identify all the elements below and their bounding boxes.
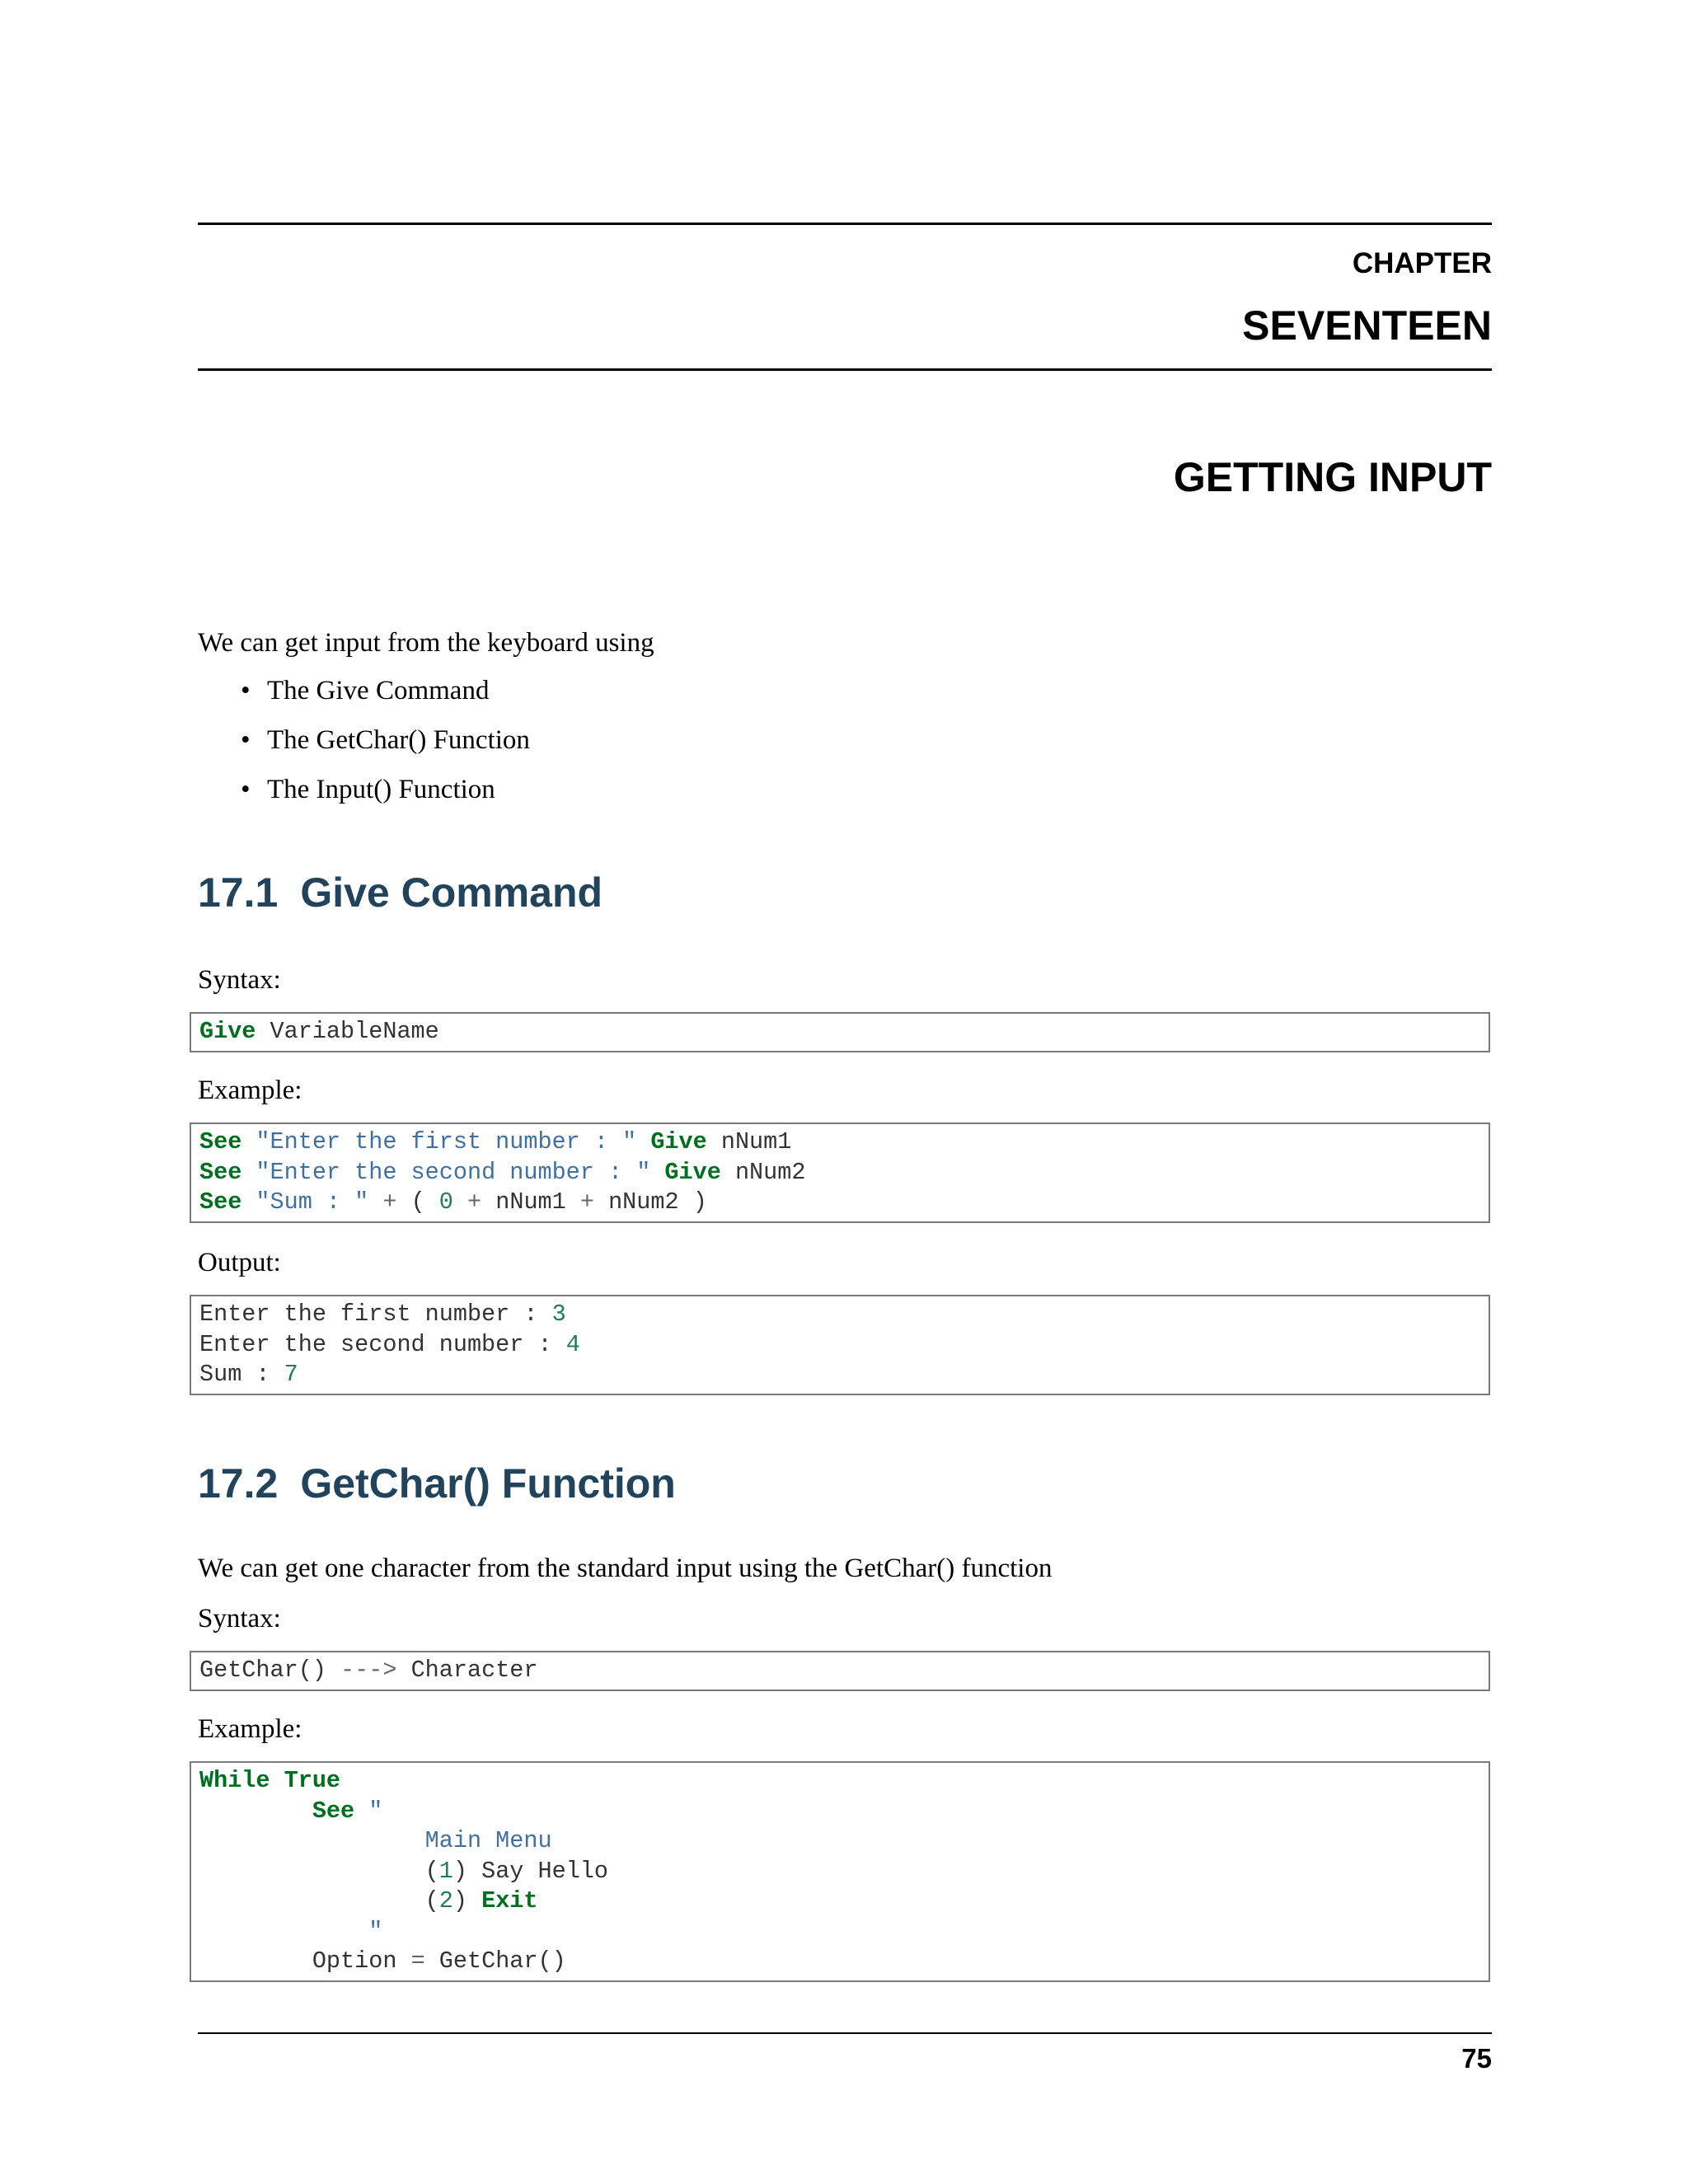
output-code-block: Enter the first number : 3 Enter the second number : 4 Sum : 7 bbox=[190, 1295, 1490, 1395]
section-title: Give Command bbox=[300, 869, 603, 916]
section-number: 17.2 bbox=[198, 1460, 279, 1507]
chapter-title: GETTING INPUT bbox=[1173, 454, 1492, 500]
bullet-icon: • bbox=[241, 725, 251, 755]
example-code-block: See "Enter the first number : " Give nNum1 See "Enter the second number : " Give nNum2 See "Sum : " + ( 0 + nNum1 + nNum2 ) bbox=[190, 1122, 1490, 1223]
getchar-example-code-block: While True See " Main Menu (1) Say Hello (2) Exit " Option = GetChar() bbox=[190, 1761, 1490, 1982]
footer-rule bbox=[198, 2032, 1492, 2034]
top-rule bbox=[198, 223, 1492, 225]
section-heading-give-command bbox=[198, 869, 603, 916]
example-label: Example: bbox=[198, 1076, 302, 1105]
section-title: GetChar() Function bbox=[300, 1460, 676, 1507]
page-number: 75 bbox=[1461, 2043, 1492, 2074]
getchar-description: We can get one character from the standard input using the GetChar() function bbox=[198, 1554, 1053, 1583]
chapter-number: SEVENTEEN bbox=[1242, 302, 1492, 349]
syntax-label: Syntax: bbox=[198, 965, 281, 995]
intro-bullet-list bbox=[198, 674, 530, 823]
list-item: • The Give Command bbox=[241, 676, 490, 705]
section-heading-getchar-function bbox=[198, 1460, 676, 1507]
syntax-code-block: Give VariableName bbox=[190, 1012, 1490, 1052]
chapter-rule bbox=[198, 368, 1492, 371]
getchar-syntax-code-block: GetChar() ---> Character bbox=[190, 1651, 1490, 1691]
chapter-label: CHAPTER bbox=[1352, 247, 1492, 279]
list-item: • The GetChar() Function bbox=[241, 725, 530, 755]
bullet-icon: • bbox=[241, 676, 251, 705]
syntax-label: Syntax: bbox=[198, 1604, 281, 1633]
bullet-icon: • bbox=[241, 775, 251, 804]
intro-text: We can get input from the keyboard using bbox=[198, 628, 654, 658]
list-item: • The Input() Function bbox=[241, 775, 495, 804]
example-label: Example: bbox=[198, 1714, 302, 1744]
output-label: Output: bbox=[198, 1248, 281, 1277]
section-number: 17.1 bbox=[198, 869, 279, 916]
